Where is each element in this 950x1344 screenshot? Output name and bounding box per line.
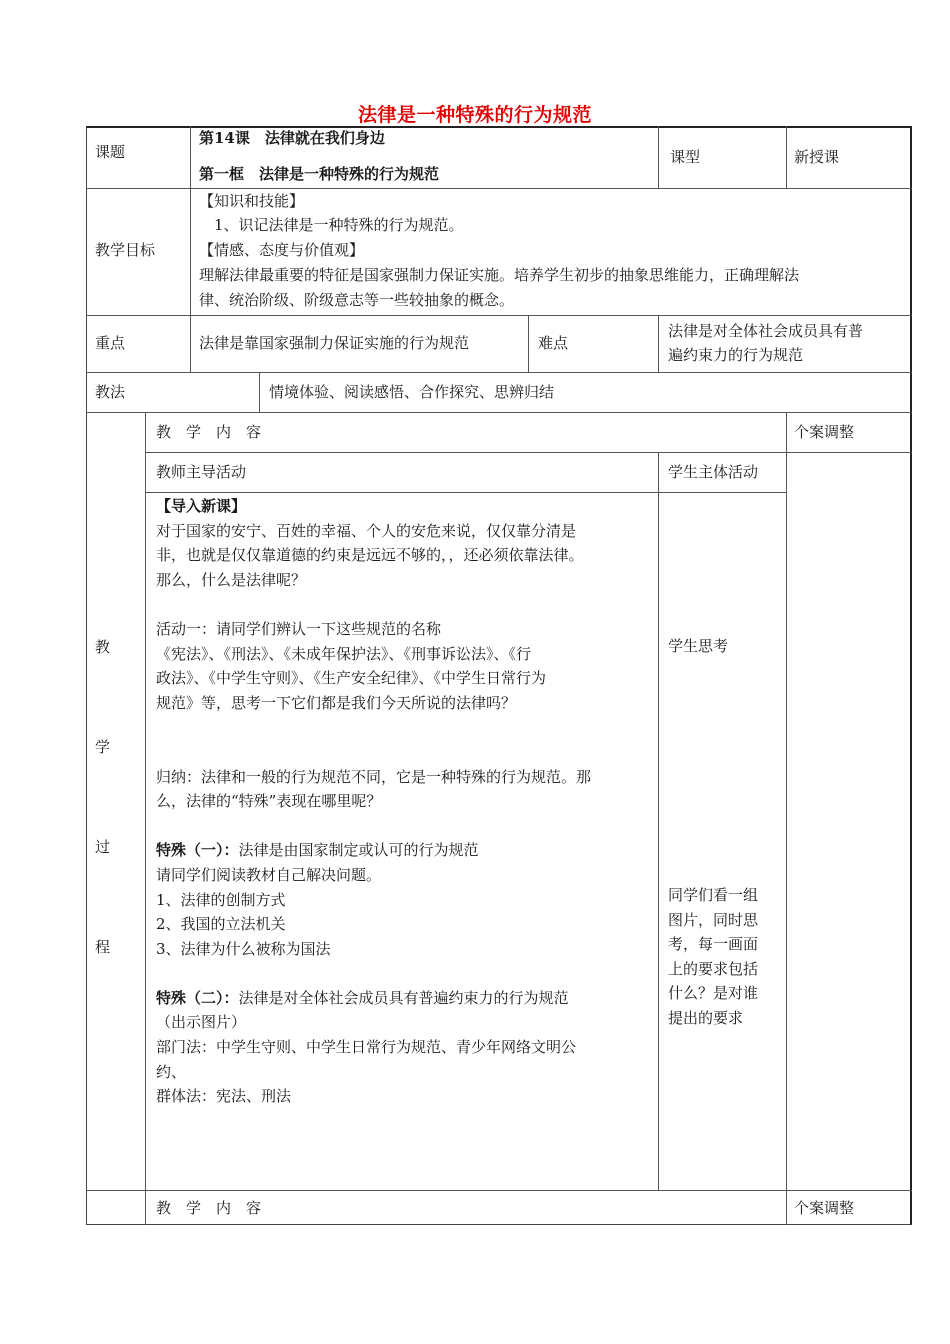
document-title: 法律是一种特殊的行为规范: [357, 104, 592, 126]
column-divider: [658, 126, 659, 188]
student-note-line: 同学们看一组: [668, 886, 759, 904]
column-divider: [190, 126, 191, 188]
teacher-line: 非，也就是仅仅靠道德的约束是远远不够的，，还必须依靠法律。: [156, 546, 584, 565]
method-label: 教法: [95, 383, 126, 401]
teacher-line: 《宪法》、《刑法》、《未成年保护法》、《刑事诉讼法》、《行: [156, 644, 532, 663]
teacher-line: [156, 814, 652, 839]
lesson-title: 第14课 法律就在我们身边: [199, 129, 385, 147]
row-divider: [86, 412, 912, 413]
student-note-line: 考，每一画面: [668, 935, 759, 954]
teacher-line-prefix: 特殊（一）：: [156, 841, 239, 860]
teacher-line-text: 法律是对全体社会成员具有普遍约束力的行为规范: [238, 988, 569, 1007]
teacher-line: 政法》、《中学生守则》、《生产安全纪律》、《中学生日常行为: [156, 669, 547, 688]
teacher-line: 么，法律的“特殊”表现在哪里呢？: [156, 792, 382, 811]
row-divider: [145, 452, 912, 453]
difficulty-label: 难点: [538, 334, 569, 352]
teacher-line: 活动一：请同学们辨认一下这些规范的名称: [156, 619, 442, 638]
process-side-char: 教: [95, 638, 111, 656]
teacher-line: [156, 986, 652, 1011]
teacher-activity-header: 教师主导活动: [156, 463, 247, 481]
teacher-line-prefix: 特殊（二）：: [156, 988, 239, 1007]
teacher-line: [156, 740, 652, 765]
teacher-line: [156, 715, 652, 740]
goals-label: 教学目标: [95, 241, 156, 259]
difficulty-value: 遍约束力的行为规范: [668, 346, 804, 364]
student-note-line: 上的要求包括: [668, 959, 759, 978]
column-divider: [190, 188, 191, 315]
teacher-line: 对于国家的安宁、百姓的幸福、个人的安危来说，仅仅靠分清是: [156, 521, 577, 540]
focus-label: 重点: [95, 334, 126, 352]
process-side-char: 程: [95, 938, 111, 956]
adjust-header: 个案调整: [794, 423, 855, 441]
content-header: 教 学 内 容: [156, 423, 262, 441]
column-divider: [658, 315, 659, 372]
frame-title: 第一框 法律是一种特殊的行为规范: [199, 165, 440, 183]
teacher-line: 群体法：宪法、刑法: [156, 1087, 292, 1106]
goals-item: 1、识记法律是一种特殊的行为规范。: [214, 216, 464, 234]
row-divider: [86, 1190, 912, 1191]
student-note-group: [668, 883, 778, 1031]
process-side-char: 学: [95, 738, 111, 756]
teacher-line: 【导入新课】: [156, 497, 247, 515]
teacher-line: 那么，什么是法律呢？: [156, 570, 307, 589]
type-value: 新授课: [794, 148, 840, 166]
teacher-line: [156, 961, 652, 986]
column-divider: [190, 315, 191, 372]
teacher-line: 约、: [156, 1062, 187, 1081]
teacher-line: 2、我国的立法机关: [156, 915, 286, 934]
student-activity-header: 学生主体活动: [668, 463, 759, 481]
student-note: 学生思考: [668, 637, 729, 655]
teacher-line: 部门法：中学生守则、中学生日常行为规范、青少年网络文明公: [156, 1038, 577, 1057]
goals-text: 律、统治阶级、阶级意志等一些较抽象的概念。: [199, 291, 515, 309]
content-header-footer: 教 学 内 容: [156, 1199, 262, 1217]
teacher-line: 归纳：法律和一般的行为规范不同，它是一种特殊的行为规范。那: [156, 767, 592, 786]
column-divider: [259, 372, 260, 412]
difficulty-value: 法律是对全体社会成员具有普: [668, 322, 864, 340]
teacher-line: 3、法律为什么被称为国法: [156, 939, 331, 958]
teacher-line: [156, 838, 652, 863]
student-note-line: 什么？是对谁: [668, 984, 759, 1003]
row-divider: [86, 315, 912, 316]
column-divider: [786, 126, 787, 188]
student-note-line: 提出的要求: [668, 1008, 744, 1027]
row-divider: [86, 372, 912, 373]
teacher-line-text: 法律是由国家制定或认可的行为规范: [238, 841, 479, 860]
focus-value: 法律是靠国家强制力保证实施的行为规范: [199, 334, 470, 352]
column-divider: [658, 452, 659, 1190]
student-note-line: 图片，同时思: [668, 910, 759, 929]
teacher-line: [156, 592, 652, 617]
type-label: 课型: [670, 148, 701, 166]
process-side-char: 过: [95, 838, 111, 856]
topic-label: 课题: [95, 143, 126, 161]
lesson-plan-table: [86, 126, 912, 1225]
teacher-line: 请同学们阅读教材自己解决问题。: [156, 865, 382, 884]
goals-heading-attitude: 【情感、态度与价值观】: [199, 241, 365, 259]
goals-heading-knowledge: 【知识和技能】: [199, 192, 305, 210]
column-divider: [145, 412, 146, 1225]
teacher-line: 1、法律的创制方式: [156, 890, 286, 909]
goals-text: 理解法律最重要的特征是国家强制力保证实施。培养学生初步的抽象思维能力，正确理解法: [199, 266, 800, 284]
column-divider: [528, 315, 529, 372]
row-divider: [145, 492, 786, 493]
adjust-header-footer: 个案调整: [794, 1199, 855, 1217]
teacher-activity-content: [156, 494, 652, 1109]
teacher-line: 规范》等，思考一下它们都是我们今天所说的法律吗？: [156, 693, 517, 712]
teacher-line: （出示图片）: [156, 1013, 247, 1032]
column-divider: [786, 412, 787, 1225]
method-value: 情境体验、阅读感悟、合作探究、思辨归结: [269, 383, 555, 401]
